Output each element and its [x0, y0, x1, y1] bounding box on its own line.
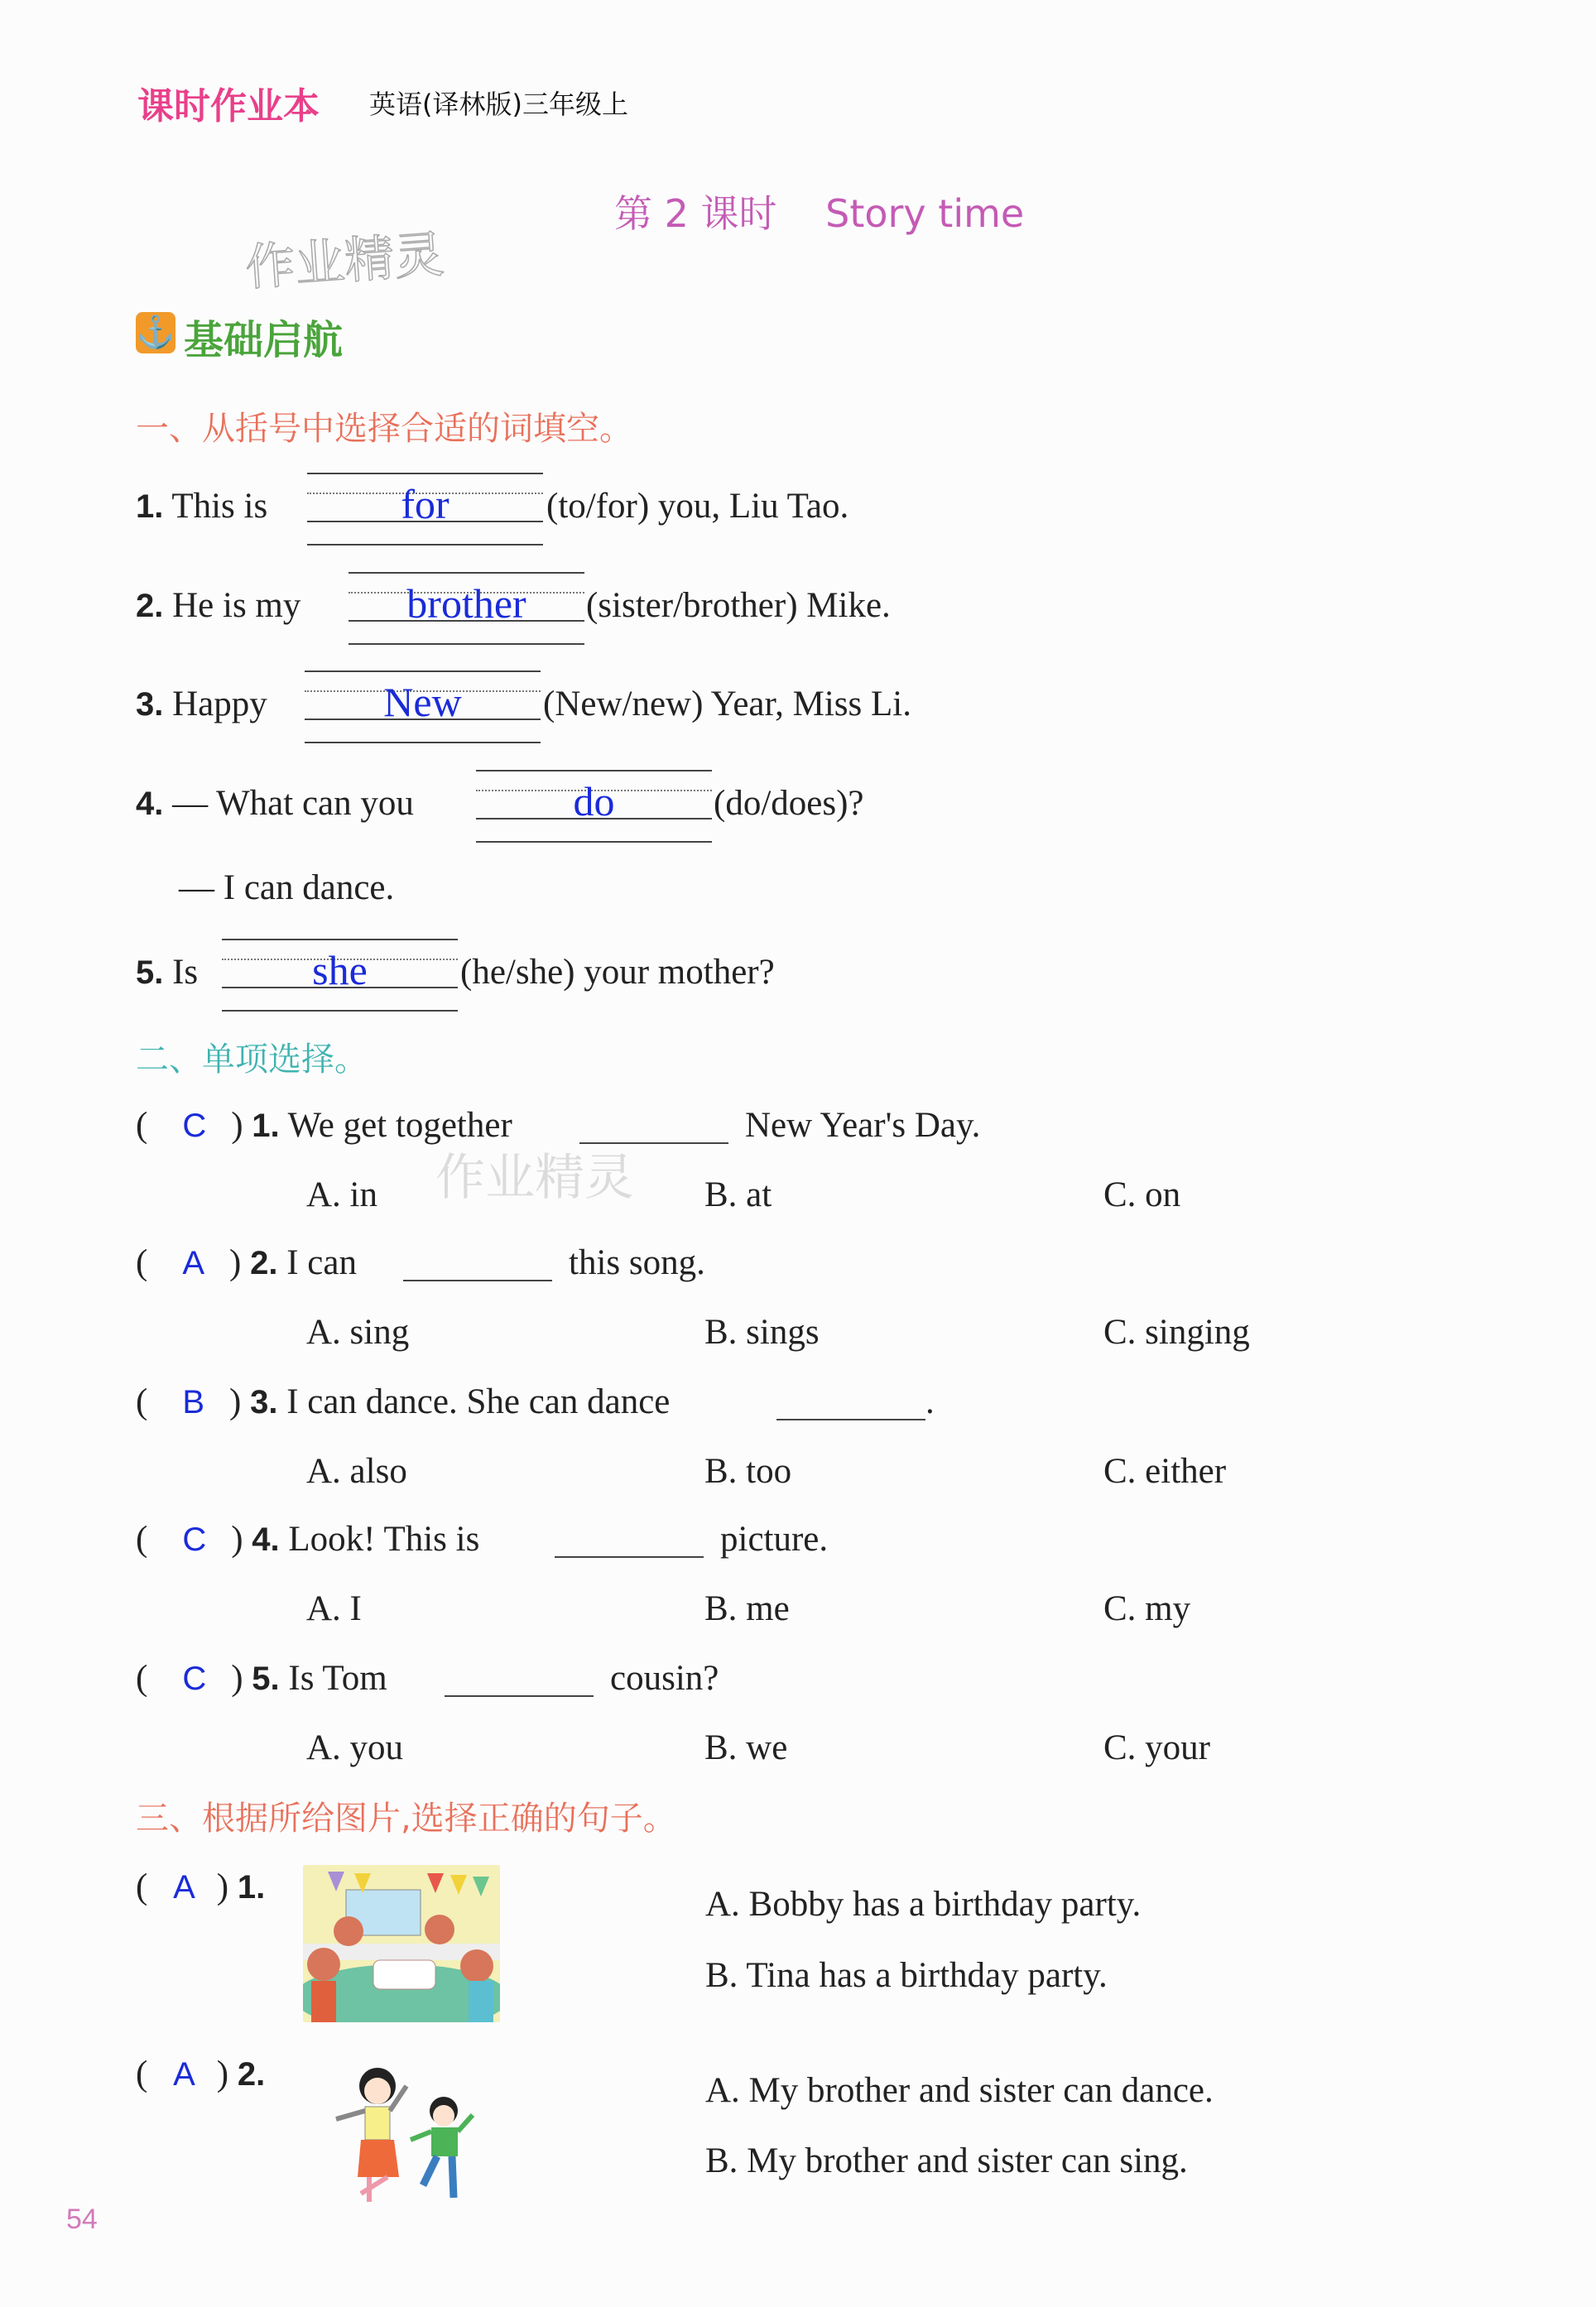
question-text: I can dance. She can dance: [286, 1382, 671, 1421]
answer-text: for: [401, 481, 449, 527]
question-number: 1.: [237, 1869, 266, 1906]
answer-blank-3[interactable]: [305, 670, 541, 743]
option-b[interactable]: B. too: [704, 1452, 792, 1491]
option-a[interactable]: A. you: [306, 1728, 404, 1767]
option-a[interactable]: A. I: [306, 1589, 362, 1628]
option-a[interactable]: A. in: [306, 1175, 377, 1214]
question-number: 2.: [136, 588, 164, 624]
question-text: Look! This is: [288, 1520, 480, 1559]
question-suffix: this song.: [569, 1243, 705, 1282]
option-c[interactable]: C. on: [1103, 1175, 1181, 1214]
section2-title: 二、单项选择。: [136, 1041, 368, 1079]
fill-question-5: [136, 949, 198, 996]
watermark: 作业精灵: [243, 225, 446, 298]
answer-letter[interactable]: A: [173, 1869, 195, 1906]
brand-title: 课时作业本: [137, 85, 320, 127]
question-text: This is: [171, 487, 268, 526]
question-text: Happy: [172, 685, 267, 723]
question-text: Is: [172, 953, 199, 992]
question-hint: (he/she) your mother?: [460, 953, 775, 992]
mc-question-1: ( C ) 1. We get together: [136, 1106, 512, 1145]
answer-blank-5[interactable]: [222, 939, 458, 1012]
lesson-title: [614, 184, 1024, 238]
answer-text: do: [573, 778, 615, 824]
answer-text: brother: [406, 580, 526, 627]
question-hint: (New/new) Year, Miss Li.: [543, 685, 911, 723]
question-number: 2.: [250, 1245, 278, 1281]
answer-blank-1[interactable]: [307, 473, 543, 546]
answer-blank-4[interactable]: [476, 770, 712, 843]
question-number: 4.: [136, 786, 164, 822]
answer-text: New: [383, 679, 462, 725]
option-b[interactable]: B. me: [704, 1589, 790, 1628]
question-number: 1.: [136, 488, 164, 525]
question-text: — What can you: [172, 784, 414, 823]
section3-title: 三、根据所给图片,选择正确的句子。: [136, 1800, 676, 1838]
question-suffix: .: [925, 1382, 935, 1421]
answer-letter[interactable]: C: [182, 1108, 207, 1144]
answer-blank[interactable]: [555, 1525, 704, 1558]
fill-question-4: [136, 781, 414, 827]
section-banner: 基础启航: [184, 317, 344, 363]
question-number: 3.: [250, 1384, 278, 1420]
option-b[interactable]: B. at: [704, 1175, 772, 1214]
answer-letter[interactable]: C: [182, 1661, 207, 1697]
answer-blank[interactable]: [403, 1248, 552, 1281]
option-b[interactable]: B. Tina has a birthday party.: [705, 1956, 1108, 1995]
option-a[interactable]: A. also: [306, 1452, 407, 1491]
question-number: 4.: [252, 1521, 280, 1558]
fill-question-3: [136, 681, 267, 728]
birthday-party-image: [303, 1865, 500, 2022]
question-number: 5.: [252, 1661, 280, 1697]
question-hint: (to/for) you, Liu Tao.: [546, 487, 849, 526]
lesson-name: Story time: [825, 191, 1025, 236]
anchor-icon: ⚓: [136, 312, 175, 353]
question-suffix: cousin?: [610, 1659, 719, 1698]
option-c[interactable]: C. my: [1103, 1589, 1191, 1628]
mc-question-3: ( B ) 3. I can dance. She can dance: [136, 1382, 671, 1421]
dialog-reply: — I can dance.: [179, 868, 395, 907]
question-hint: (sister/brother) Mike.: [586, 586, 891, 625]
mc-question-2: ( A ) 2. I can: [136, 1243, 357, 1282]
question-number: 2.: [237, 2056, 266, 2093]
question-number: 1.: [252, 1108, 280, 1144]
answer-letter[interactable]: B: [182, 1384, 205, 1420]
page-number: 54: [66, 2204, 98, 2235]
option-c[interactable]: C. either: [1103, 1452, 1227, 1491]
question-number: 5.: [136, 954, 164, 991]
option-b[interactable]: B. we: [704, 1728, 788, 1767]
answer-blank[interactable]: [776, 1387, 925, 1420]
question-text: I can: [286, 1243, 357, 1282]
question-suffix: picture.: [720, 1520, 829, 1559]
option-a[interactable]: A. sing: [306, 1313, 410, 1352]
answer-letter[interactable]: A: [173, 2056, 195, 2093]
fill-question-2: [136, 583, 300, 629]
children-dancing-image: [328, 2061, 488, 2208]
question-text: We get together: [287, 1106, 512, 1145]
option-b[interactable]: B. sings: [704, 1313, 820, 1352]
section1-title: 一、从括号中选择合适的词填空。: [136, 410, 632, 448]
answer-letter[interactable]: C: [182, 1521, 207, 1558]
question-text: Is Tom: [288, 1659, 387, 1698]
picture-question-1: ( A ) 1.: [136, 1867, 266, 1906]
lesson-number: 第 2 课时: [614, 191, 777, 236]
option-c[interactable]: C. singing: [1103, 1313, 1250, 1352]
answer-blank[interactable]: [445, 1664, 594, 1697]
answer-letter[interactable]: A: [182, 1245, 205, 1281]
picture-question-2: ( A ) 2.: [136, 2055, 266, 2093]
option-a[interactable]: A. My brother and sister can dance.: [705, 2071, 1214, 2110]
book-subtitle: 英语(译林版)三年级上: [369, 89, 628, 120]
question-text: He is my: [172, 586, 301, 625]
watermark: 作业精灵: [435, 1149, 634, 1207]
question-suffix: New Year's Day.: [745, 1106, 981, 1145]
answer-text: she: [312, 947, 368, 993]
question-number: 3.: [136, 686, 164, 723]
question-hint: (do/does)?: [714, 784, 864, 823]
option-b[interactable]: B. My brother and sister can sing.: [705, 2141, 1188, 2180]
option-a[interactable]: A. Bobby has a birthday party.: [705, 1885, 1142, 1924]
mc-question-4: ( C ) 4. Look! This is: [136, 1520, 480, 1559]
mc-question-5: ( C ) 5. Is Tom: [136, 1659, 387, 1698]
answer-blank-2[interactable]: [349, 572, 584, 645]
fill-question-1: [136, 483, 267, 530]
option-c[interactable]: C. your: [1103, 1728, 1210, 1767]
